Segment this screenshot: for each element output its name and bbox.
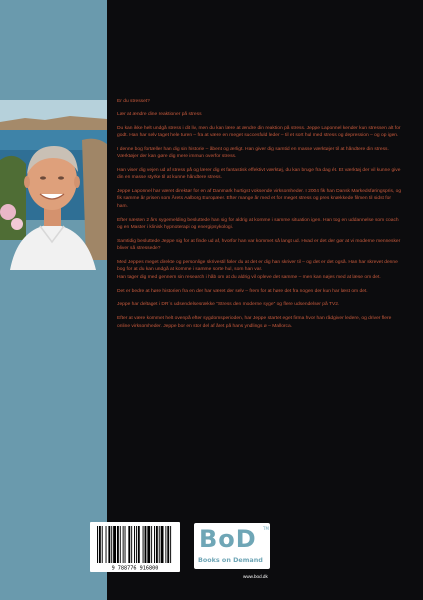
publisher-url: www.bod.dk — [243, 574, 268, 579]
blurb-paragraph: Han viser dig vejen ud af stress på og lærer dig et fantastisk effektivt værktøj, du kan bruge fra dag ét. Et værktøj der vil kunne give din en masse styrke til at kunne håndtere stress. — [117, 167, 401, 181]
blurb-paragraph: Med Jeppes meget direkte og personlige skrivestil føler du at det er dig han skriver til – og det er det også. Han har skrevet denne bog for at du kan undgå at komme i samme sorte hul, som han var. Han tager dig med gennem sin research i håb om at du aldrig vil opleve det samme – men kan nøjes med at læse om det. — [117, 260, 398, 280]
blurb-paragraph: Jeppe har deltaget i DR´s udsendelsesrække ”Stress den moderne syge” og flere udsendelser på TV2. — [117, 302, 340, 308]
blurb-paragraph: Samtidig besluttede Jeppe sig for at finde ud af, hvorfor han var kommet så langt ud. Hvad er det der gør at vi moderne mennesker bliver så stressede? — [117, 238, 401, 252]
left-color-band — [0, 0, 107, 600]
blurb-paragraph: Efter næsten 2 års sygemelding besluttede han sig for aldrig at komme i samme situation igen. Han tog en uddannelse som coach og en Master i klinisk hypnoterapi og energipsykologi. — [117, 217, 399, 230]
bod-logo-tm: TM — [263, 526, 269, 531]
blurb-paragraph: I denne bog fortæller han dig sin historie – åbent og ærligt. Han giver dig samtid en masse værktøjer til at håndtere din stress. Værktøjer der kan gøre dig mere immun overfor stress. — [117, 146, 389, 160]
blurb-text — [117, 98, 402, 336]
author-photo — [0, 100, 107, 270]
barcode-bars — [97, 526, 171, 563]
isbn-barcode — [90, 522, 180, 572]
blurb-paragraph: Det er bedre at høre historien fra en der har været der selv – frem for at høre det fra nogen der kun har læst om det. — [117, 288, 368, 294]
barcode-digits: 9 788776 916800 — [111, 565, 159, 572]
bod-tagline: Books on Demand — [198, 556, 263, 564]
blurb-subtitle: Lær at ændre dine reaktioner på stress — [117, 112, 202, 118]
blurb-paragraph: Du kan ikke helt undgå stress i dit liv, men du kan lære at ændre din reaktion på stress. Jeppe Laponnel kender kun stressen alt for godt. Han har selv taget hele turen – fra at være en meget succesfuld leder – til et sort hul med stress og depression – og op igen. — [117, 125, 401, 138]
blurb-question: Er du stresset? — [117, 99, 150, 104]
blurb-paragraph: Jeppe Laponnel har været direktør for en af Danmark hurtigst voksende virksomheder. I 2004 fik han Dansk Markedsføringspris, og fik samme år prisen som Årets Aalborg Europæer. Efter mange år med et for meget stress og pres knækkede filmen til sidst for ham. — [117, 189, 402, 209]
blurb-paragraph: Efter at være kommet helt ovenpå efter sygdomsperioden, har Jeppe startet eget firma hvor han rådgiver ledere, og driver flere online virksomheder. Jeppe bor en stor del af året på hans yndlings ø – Mallorca. — [117, 316, 392, 329]
bod-logo — [194, 523, 270, 569]
bod-logo-word: BoD — [199, 525, 257, 553]
